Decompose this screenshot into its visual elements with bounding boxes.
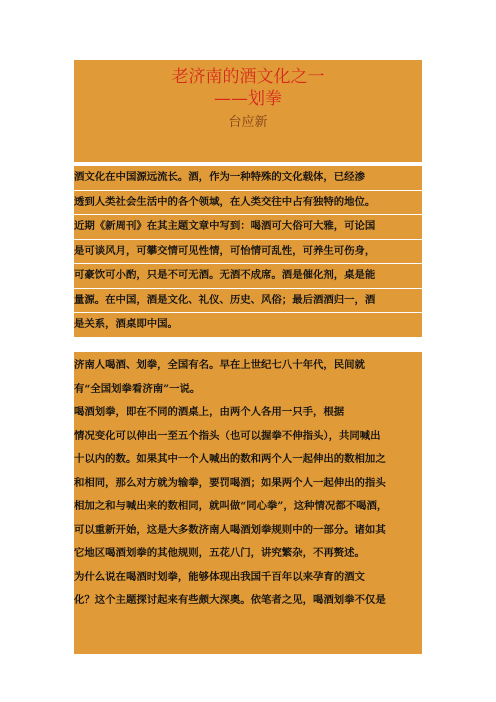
text-line: 和相同，那么对方就为输拳，要罚喝酒；如果两个人一起伸出的指头 [74, 476, 386, 489]
title-block [74, 60, 422, 162]
paragraph-body [74, 354, 422, 613]
author-name: 台应新 [228, 115, 268, 130]
text-line: 酒文化在中国源远流长。酒，作为一种特殊的文化载体，已经渗 [74, 166, 422, 190]
text-line: 是关系，酒桌即中国。 [74, 313, 422, 337]
text-line: 透到人类社会生活中的各个领域，在人类交往中占有独特的地位。 [74, 191, 422, 215]
paragraph-intro [74, 166, 422, 338]
text-line: 近期《新周刊》在其主题文章中写到：喝酒可大俗可大雅，可论国 [74, 215, 422, 239]
text-line: 化？这个主题探讨起来有些颇大深奥。依笔者之见，喝酒划拳不仅是 [74, 594, 386, 606]
text-line: 十以内的数。如果其中一个人喊出的数和两个人一起伸出的数相加之 [74, 453, 386, 465]
text-line: 济南人喝酒、划拳，全国有名。早在上世纪七八十年代，民间就 [74, 359, 365, 371]
text-line: 量源。在中国，酒是文化、礼仪、历史、风俗；最后酒酒归一，酒 [74, 289, 422, 313]
text-line: 是可谈风月，可攀交情可见性情，可怡情可乱性，可养生可伤身， [74, 240, 422, 264]
text-line: 它地区喝酒划拳的其他规则，五花八门，讲究繁杂，不再赘述。 [74, 547, 365, 559]
title-line-2: ——划拳 [214, 89, 282, 109]
text-line: 为什么说在喝酒时划拳，能够体现出我国千百年以来孕育的酒文 [74, 570, 365, 583]
text-line: 喝酒划拳，即在不同的酒桌上，由两个人各用一只手，根据 [74, 406, 345, 418]
text-line: 可以重新开始，这是大多数济南人喝酒划拳规则中的一部分。诸如其 [74, 523, 386, 536]
text-line: 可豪饮可小酌，只是不可无酒。无酒不成席。酒是催化剂，桌是能 [74, 264, 422, 288]
text-line: 情况变化可以伸出一至五个指头（也可以握拳不伸指头），共同喊出 [74, 429, 381, 442]
text-line: 有“全国划拳看济南”一说。 [74, 382, 201, 395]
text-line: 相加之和与喊出来的数相同，就叫做“同心拳”，这种情况都不喝酒， [74, 500, 388, 512]
title-line-1: 老济南的酒文化之一 [171, 67, 325, 87]
